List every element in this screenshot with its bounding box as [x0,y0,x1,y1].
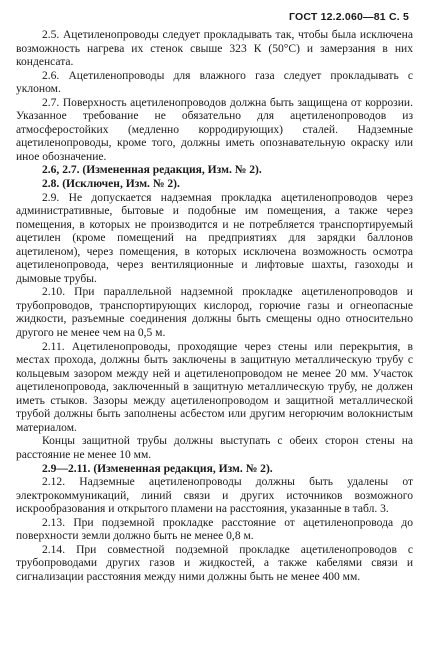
clause-2-5: 2.5. Ацетиленопроводы следует прокладывать так, чтобы была исключена возможность нагрева их стенок свыше 323 К (50°С) и замерзания в них конденсата. [16,29,413,69]
amendment-note-2-9-2-11: 2.9—2.11. (Измененная редакция, Изм. № 2). [42,462,273,475]
document-body [16,29,413,584]
clause-2-14: 2.14. При совместной подземной прокладке ацетиленопроводов с трубопроводами других газов и жидкостей, а также кабелями связи и сигнализации расстояния между ними должны быть не менее 400 мм. [16,543,413,583]
clause-2-9: 2.9. Не допускается надземная прокладка ацетиленопроводов через административные, бытовые и подобные им помещения, а также через помещения, в которых не производится и не потребляется транспортируемый ацетилен (кроме помещений на предприятиях для зарядки баллонов ацетиленом), через помещения, в которых исключена возможность осмотра ацетиленопровода, через вентиляционные и лифтовые шахты, газоходы и дымовые трубы. [16,191,413,285]
clause-2-12: 2.12. Надземные ацетиленопроводы должны быть удалены от электрокоммуникаций, линий связи и других источников возможного искрообразования и открытого пламени на расстояния, указанные в табл. 3. [16,476,413,516]
clause-2-10: 2.10. При параллельной надземной прокладке ацетиленопроводов и трубопроводов, транспортирующих кислород, горючие газы и огнеопасные жидкости, разъемные соединения должны быть смещены одно относительно другого не менее чем на 0,5 м. [16,286,413,340]
clause-2-11-continuation: Концы защитной трубы должны выступать с обеих сторон стены на расстояние не менее 10 мм. [16,435,413,461]
clause-2-7: 2.7. Поверхность ацетиленопроводов должна быть защищена от коррозии. Указанное требование не обязательно для ацетиленопроводов из атмосферостойких (медленно корродирующих) сталей. Надземные ацетиленопроводы, кроме того, должны иметь опознавательную окраску или иное обозначение. [16,96,413,163]
clause-2-13: 2.13. При подземной прокладке расстояние от ацетиленопровода до поверхности земли должно быть не менее 0,8 м. [16,516,413,543]
amendment-note-2-6-2-7: 2.6, 2.7. (Измененная редакция, Изм. № 2). [42,164,262,177]
clause-2-8-excluded: 2.8. (Исключен, Изм. № 2). [42,178,180,191]
clause-2-6: 2.6. Ацетиленопроводы для влажного газа следует прокладывать с уклоном. [16,69,413,96]
page-header: ГОСТ 12.2.060—81 С. 5 [288,11,409,23]
clause-2-11: 2.11. Ацетиленопроводы, проходящие через стены или перекрытия, в местах прохода, должны быть заключены в защитную металлическую трубу с кольцевым зазором между ней и ацетиленопроводом не менее 20 мм. Участок ацетиленопровода, заключенный в защитную металлическую трубу, не должен иметь стыков. Зазоры между ацетиленопроводом и защитной металлической трубой должны быть заполнены асбестом или другим негорючим волокнистым материалом. [16,340,413,434]
